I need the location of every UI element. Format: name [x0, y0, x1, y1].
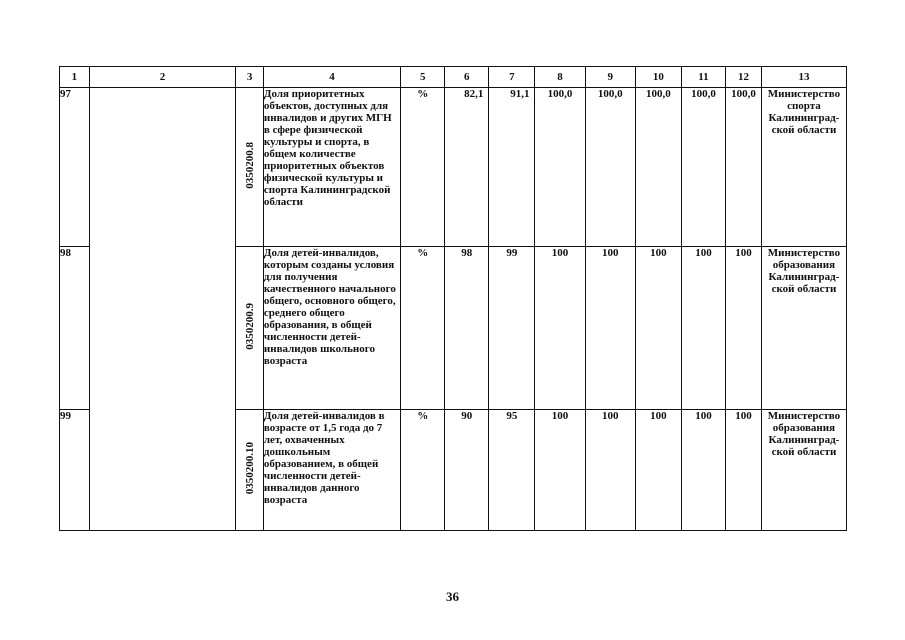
value-cell: 100 — [726, 410, 762, 531]
value-cell: 100,0 — [681, 88, 725, 247]
column-header: 5 — [401, 67, 445, 88]
column-header: 8 — [535, 67, 585, 88]
value-cell: 90 — [445, 410, 489, 531]
value-cell: 100 — [535, 410, 585, 531]
column-header: 2 — [89, 67, 236, 88]
value-cell: 82,1 — [445, 88, 489, 247]
value-cell: 100 — [585, 247, 635, 410]
indicator-code: 0350200.8 — [236, 88, 264, 247]
value-cell: 100,0 — [726, 88, 762, 247]
indicator-description: Доля детей-инвалидов в возрасте от 1,5 года до 7 лет, охваченных дошкольным образованием, в общей численности детей-инвалидов данного возраста — [263, 410, 400, 531]
indicator-code: 0350200.9 — [236, 247, 264, 410]
column-header: 4 — [263, 67, 400, 88]
row-number: 98 — [60, 247, 90, 410]
value-cell: 100,0 — [535, 88, 585, 247]
value-cell: 91,1 — [489, 88, 535, 247]
table-row — [60, 88, 847, 247]
indicator-description: Доля приоритетных объектов, доступных для инвалидов и других МГН в сфере физической культуры и спорта, в общем количестве приоритетных объектов физической культуры и спорта Калининградской области — [263, 88, 400, 247]
value-cell: 100 — [635, 410, 681, 531]
row-number: 99 — [60, 410, 90, 531]
column-header: 10 — [635, 67, 681, 88]
column-header: 7 — [489, 67, 535, 88]
value-cell: 95 — [489, 410, 535, 531]
value-cell: 100 — [726, 247, 762, 410]
unit-cell: % — [401, 247, 445, 410]
value-cell: 100 — [535, 247, 585, 410]
row-number: 97 — [60, 88, 90, 247]
header-row — [60, 67, 847, 88]
column-header: 9 — [585, 67, 635, 88]
responsible-org: Министерство спорта Калининград-ской области — [761, 88, 846, 247]
value-cell: 98 — [445, 247, 489, 410]
column-header: 1 — [60, 67, 90, 88]
responsible-org: Министерство образования Калининград-ской области — [761, 247, 846, 410]
value-cell: 100,0 — [585, 88, 635, 247]
unit-cell: % — [401, 88, 445, 247]
merged-empty-cell — [89, 88, 236, 531]
column-header: 6 — [445, 67, 489, 88]
column-header: 13 — [761, 67, 846, 88]
column-header: 12 — [726, 67, 762, 88]
unit-cell: % — [401, 410, 445, 531]
column-header: 11 — [681, 67, 725, 88]
indicator-code: 0350200.10 — [236, 410, 264, 531]
page-number: 36 — [446, 589, 459, 604]
value-cell: 100 — [681, 410, 725, 531]
indicators-table — [59, 66, 847, 531]
indicator-description: Доля детей-инвалидов, которым созданы условия для получения качественного начального общего, основного общего, среднего общего образования, в общей численности детей-инвалидов школьного возраста — [263, 247, 400, 410]
value-cell: 100 — [585, 410, 635, 531]
value-cell: 99 — [489, 247, 535, 410]
value-cell: 100,0 — [635, 88, 681, 247]
value-cell: 100 — [635, 247, 681, 410]
column-header: 3 — [236, 67, 264, 88]
responsible-org: Министерство образования Калининград-ской области — [761, 410, 846, 531]
value-cell: 100 — [681, 247, 725, 410]
